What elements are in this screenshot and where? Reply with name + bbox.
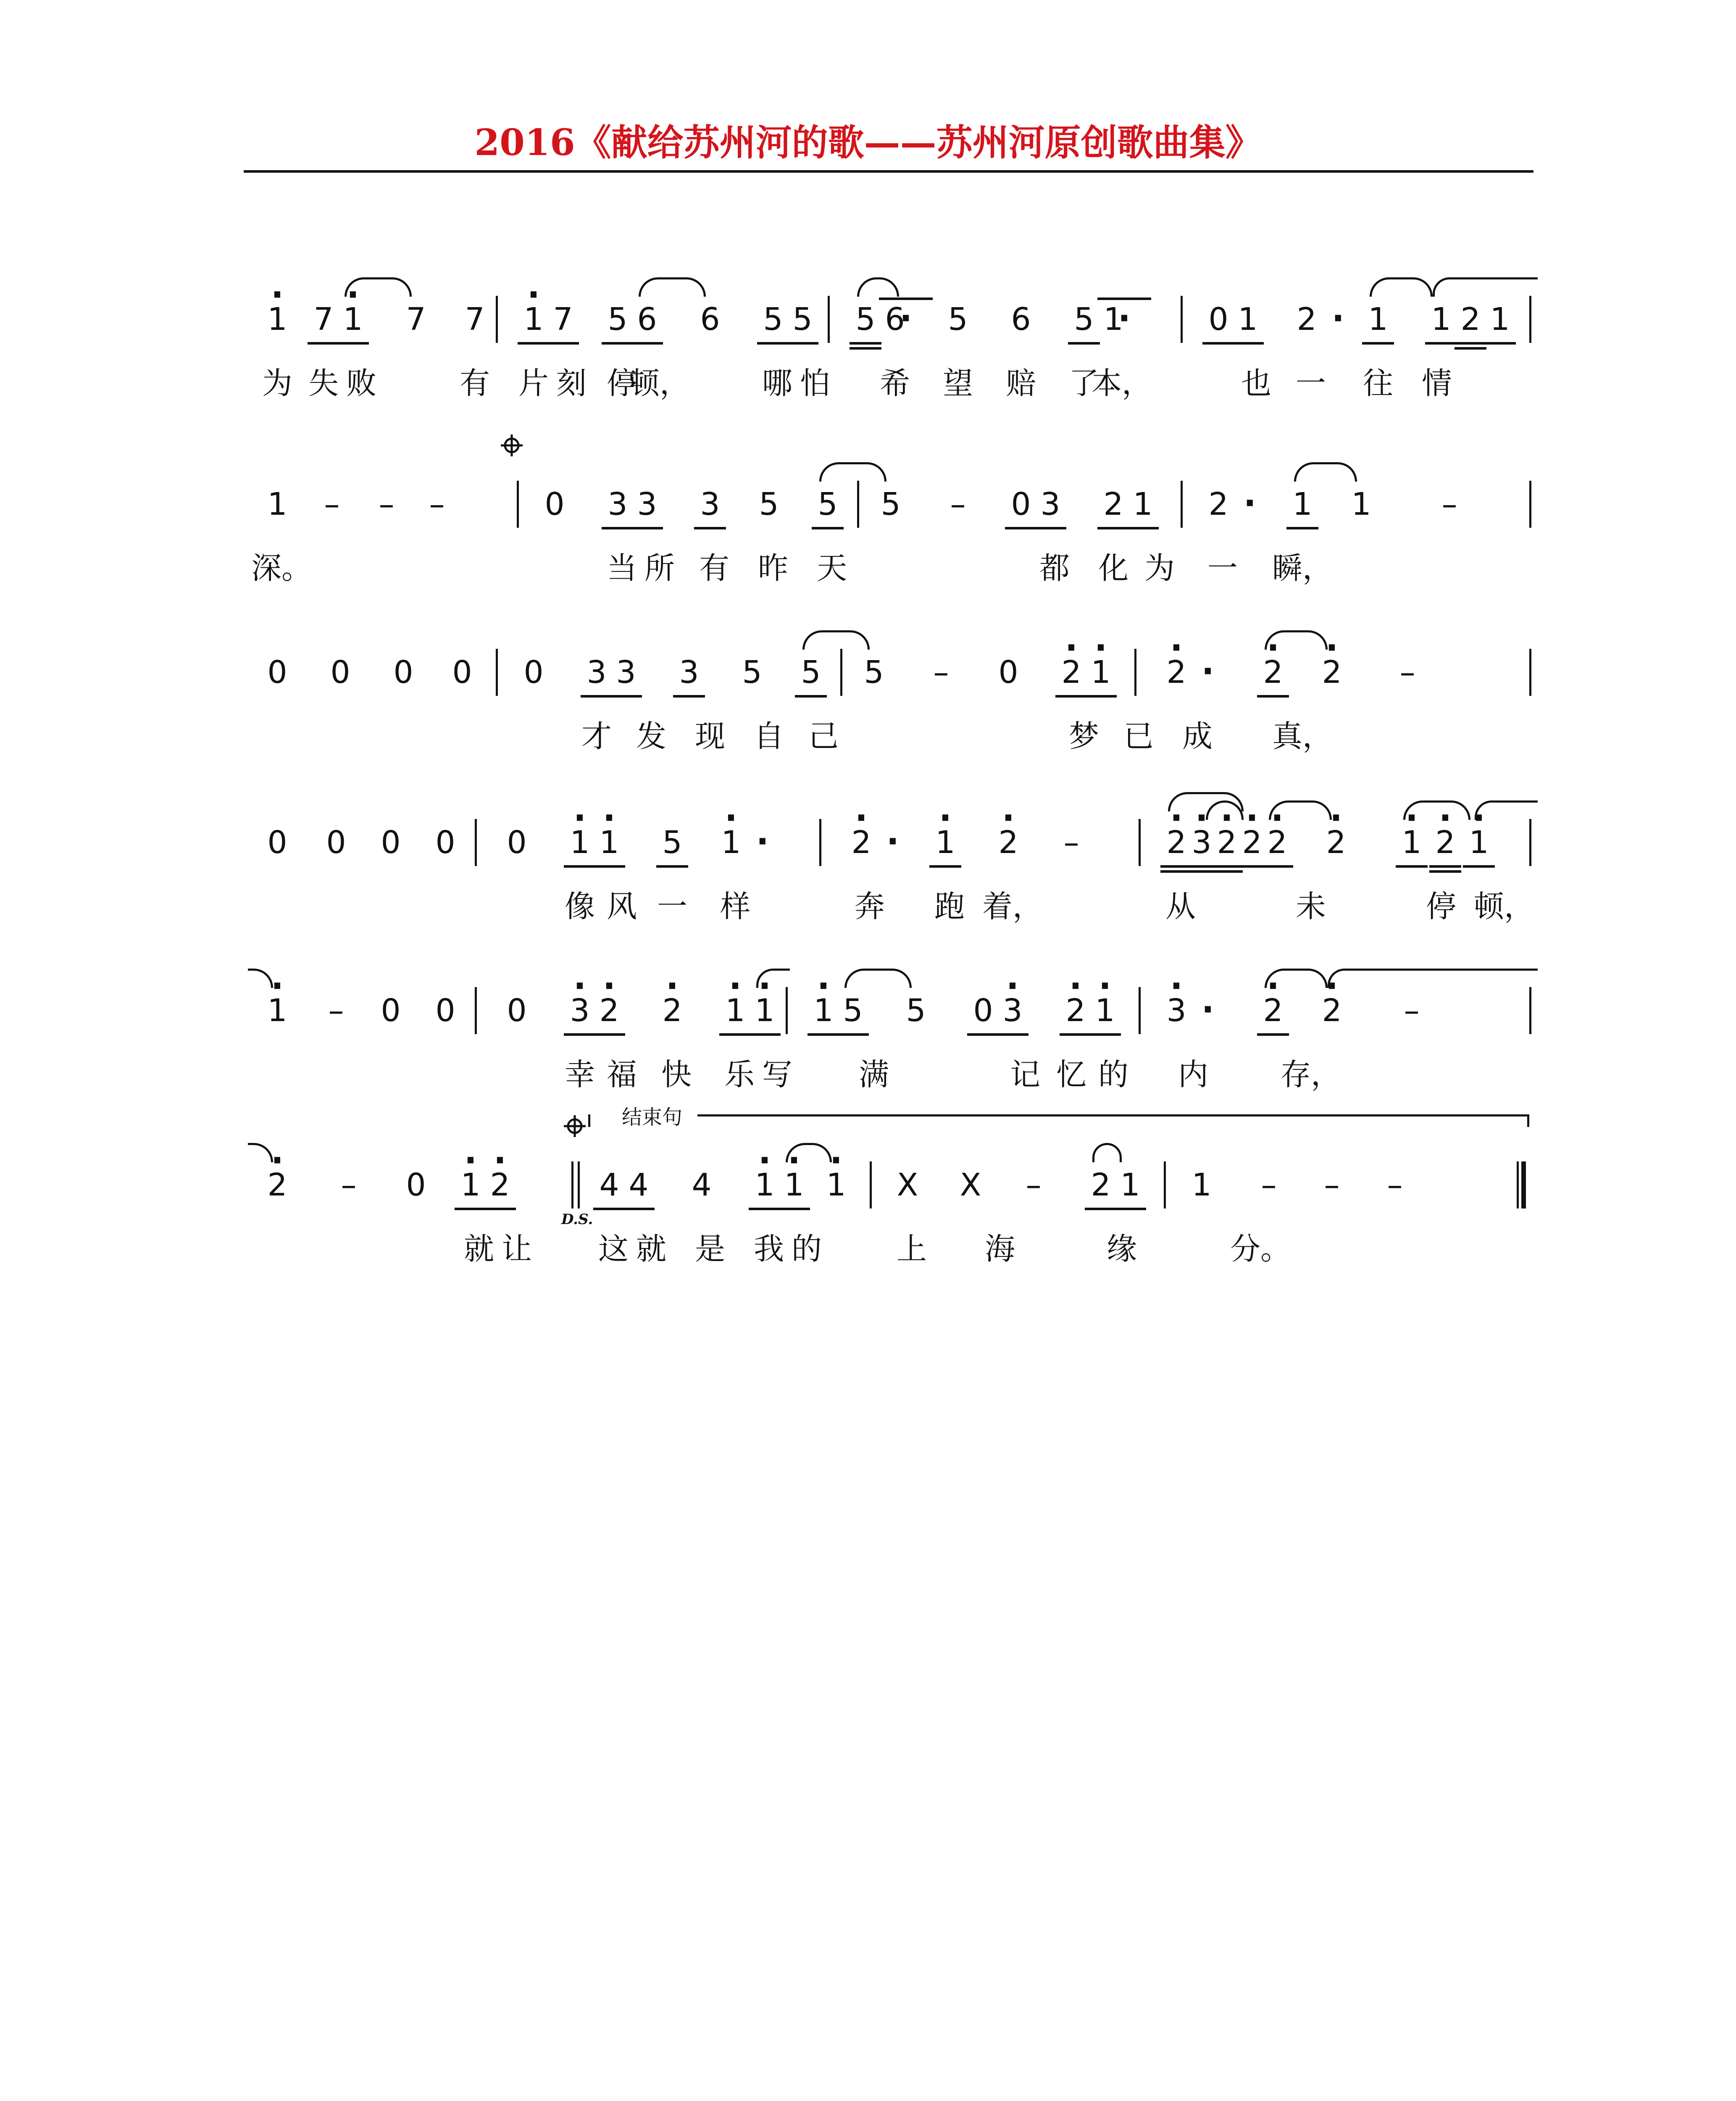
note: – bbox=[1387, 1167, 1403, 1203]
note: 1 bbox=[1353, 298, 1403, 340]
lyric: 上 bbox=[896, 1231, 927, 1266]
note: 4 bbox=[584, 1164, 634, 1206]
note: 5 bbox=[647, 821, 697, 864]
note: 3 bbox=[1025, 483, 1076, 525]
note: · 1 bbox=[508, 298, 559, 340]
lyric: 天 bbox=[816, 550, 847, 586]
barline bbox=[1164, 1161, 1166, 1208]
lyrics-row bbox=[252, 362, 1538, 404]
slur bbox=[1092, 1143, 1122, 1162]
note: · 2 bbox=[1050, 990, 1101, 1032]
note: 2 · bbox=[1193, 483, 1244, 525]
slur bbox=[1265, 969, 1328, 988]
note: – bbox=[1063, 824, 1079, 861]
note: 0 bbox=[381, 993, 401, 1029]
note: · 2 bbox=[584, 990, 634, 1032]
note: X bbox=[897, 1167, 918, 1203]
note: · 2 bbox=[475, 1164, 525, 1206]
note: 0 bbox=[507, 824, 527, 861]
note: 6 bbox=[622, 298, 672, 340]
ds-mark: D.S. bbox=[561, 1211, 593, 1228]
barline bbox=[496, 296, 498, 343]
barline bbox=[1529, 649, 1531, 696]
lyric: 瞬， bbox=[1272, 550, 1333, 586]
note: · 1 bbox=[252, 298, 302, 340]
note: 5 bbox=[759, 486, 779, 522]
slur bbox=[857, 277, 899, 297]
lyric: 怕 bbox=[800, 366, 830, 401]
note: – bbox=[1441, 486, 1457, 522]
lyric: 已 bbox=[1123, 719, 1154, 754]
note: · 1 bbox=[798, 990, 849, 1032]
note: 5 bbox=[786, 651, 836, 693]
note: 6 bbox=[700, 301, 720, 337]
note: · 3 bbox=[987, 990, 1038, 1032]
lyric: 败 bbox=[346, 366, 376, 401]
note: 0 bbox=[381, 824, 401, 861]
lyric: 了 bbox=[1068, 366, 1099, 401]
lyric: 顿， bbox=[1473, 889, 1534, 924]
note: 5 bbox=[802, 483, 853, 525]
barline bbox=[1181, 481, 1183, 528]
note: 5 bbox=[906, 993, 926, 1029]
note: 0 bbox=[435, 824, 455, 861]
lyric: 着， bbox=[982, 889, 1043, 924]
note: 5 bbox=[948, 301, 968, 337]
note: 2 · bbox=[1281, 298, 1332, 340]
lyrics-row bbox=[252, 1053, 1538, 1095]
note: 5 bbox=[748, 298, 798, 340]
slur bbox=[819, 462, 865, 482]
barline bbox=[1139, 819, 1141, 866]
lyric: 像 bbox=[564, 889, 595, 924]
lyric: 停 bbox=[606, 366, 637, 401]
note: 5 bbox=[592, 298, 643, 340]
note: · 2 bbox=[1151, 821, 1202, 864]
barline bbox=[1134, 649, 1136, 696]
note: · 2 bbox=[1420, 821, 1470, 864]
note: 5 bbox=[1059, 298, 1109, 340]
notes-row bbox=[252, 821, 1538, 872]
barline bbox=[828, 296, 830, 343]
lyric: 的 bbox=[1098, 1057, 1128, 1092]
lyric: 情 bbox=[1421, 366, 1452, 401]
lyric: 有 bbox=[459, 366, 490, 401]
slur bbox=[639, 277, 706, 297]
note: 2 bbox=[1088, 483, 1139, 525]
note: 0 bbox=[523, 654, 544, 690]
note: · 2 · bbox=[836, 821, 886, 864]
lyric: 梦 bbox=[1068, 719, 1099, 754]
note: 0 bbox=[267, 824, 287, 861]
note: · 2 bbox=[1248, 990, 1298, 1032]
note: 0 bbox=[393, 654, 413, 690]
note: – bbox=[429, 486, 445, 522]
lyric: 缘 bbox=[1106, 1231, 1137, 1266]
slur bbox=[1475, 800, 1538, 820]
barline bbox=[786, 987, 788, 1034]
lyric: 分。 bbox=[1230, 1231, 1291, 1266]
note: 7 bbox=[538, 298, 588, 340]
slur bbox=[345, 277, 412, 297]
coda-bracket bbox=[588, 1114, 590, 1127]
lyric: 奔 bbox=[854, 889, 885, 924]
note: – bbox=[1324, 1167, 1340, 1203]
note: 5 bbox=[828, 990, 878, 1032]
note: 7 bbox=[465, 301, 485, 337]
barline bbox=[1529, 481, 1531, 528]
slur bbox=[1403, 800, 1470, 820]
lyric: 就 bbox=[636, 1231, 666, 1266]
barline bbox=[1529, 819, 1531, 866]
note: 0 bbox=[996, 483, 1046, 525]
lyric: 成 bbox=[1182, 719, 1213, 754]
notes-row bbox=[252, 1106, 1538, 1228]
note: 5 bbox=[742, 654, 762, 690]
lyric: 存， bbox=[1280, 1057, 1341, 1092]
lyric: 样 bbox=[720, 889, 750, 924]
note: · 2 · bbox=[1151, 651, 1202, 693]
note: · 2 bbox=[1248, 651, 1298, 693]
lyric: 昨 bbox=[758, 550, 788, 586]
lyric: 内 bbox=[1178, 1057, 1208, 1092]
segno-icon bbox=[563, 1114, 587, 1138]
note: 3 bbox=[685, 483, 735, 525]
lyric: 往 bbox=[1362, 366, 1393, 401]
lyric: 风 bbox=[606, 889, 637, 924]
note: · 2 bbox=[1202, 821, 1252, 864]
lyric: 一 bbox=[1207, 550, 1238, 586]
note: · 1 bbox=[328, 298, 378, 340]
barline bbox=[840, 649, 842, 696]
notes-row bbox=[252, 990, 1538, 1040]
note: 0 bbox=[1193, 298, 1244, 340]
note: · 2 bbox=[1311, 821, 1361, 864]
barline bbox=[857, 481, 859, 528]
lyric: 化 bbox=[1098, 550, 1128, 586]
lyric: 为 bbox=[262, 366, 292, 401]
lyric: 为 bbox=[1144, 550, 1175, 586]
slur bbox=[1265, 630, 1328, 650]
note: – bbox=[1026, 1167, 1042, 1203]
note: 1 bbox=[1475, 298, 1525, 340]
note: 3 bbox=[571, 651, 622, 693]
lyric: 希 bbox=[879, 366, 910, 401]
note: · 1 bbox=[739, 990, 790, 1032]
lyric: 这 bbox=[598, 1231, 629, 1266]
lyric: 都 bbox=[1039, 550, 1070, 586]
header-rule bbox=[244, 170, 1533, 173]
page-title: 2016《献给苏州河的歌——苏州河原创歌曲集》 bbox=[474, 121, 1262, 164]
note: 6 · bbox=[870, 298, 920, 340]
note: 0 bbox=[330, 654, 350, 690]
slur bbox=[1328, 969, 1538, 988]
note: · 2 bbox=[1307, 651, 1357, 693]
lyric: 深。 bbox=[251, 550, 312, 586]
barline bbox=[819, 819, 821, 866]
lyric: 幸 bbox=[564, 1057, 595, 1092]
lyric: 才 bbox=[581, 719, 612, 754]
lyric: 跑 bbox=[934, 889, 965, 924]
slur bbox=[1433, 277, 1538, 297]
note: 7 bbox=[406, 301, 426, 337]
note: 1 bbox=[1223, 298, 1273, 340]
lyric: 己 bbox=[808, 719, 839, 754]
note: · 1 bbox=[445, 1164, 496, 1206]
lyric: 真， bbox=[1272, 719, 1333, 754]
final-barline bbox=[1517, 1161, 1526, 1208]
note: · 1 bbox=[1454, 821, 1504, 864]
note: – bbox=[328, 993, 344, 1029]
note: – bbox=[379, 486, 395, 522]
lyric: 的 bbox=[791, 1231, 822, 1266]
barline bbox=[1529, 296, 1531, 343]
note: · 1 bbox=[555, 821, 605, 864]
note: · 2 bbox=[1252, 821, 1302, 864]
note: 1 bbox=[1277, 483, 1328, 525]
note: 5 bbox=[777, 298, 828, 340]
lyric: 失 bbox=[308, 366, 339, 401]
note: 0 bbox=[406, 1167, 426, 1203]
note: · 1 bbox=[739, 1164, 790, 1206]
lyric: 是 bbox=[694, 1231, 725, 1266]
note: 0 bbox=[452, 654, 472, 690]
note: – bbox=[1404, 993, 1420, 1029]
note: · 1 bbox=[584, 821, 634, 864]
note: 3 bbox=[592, 483, 643, 525]
lyric: 发 bbox=[636, 719, 666, 754]
lyric: 刻 bbox=[556, 366, 587, 401]
lyric: 写 bbox=[762, 1057, 792, 1092]
notes-row bbox=[252, 651, 1538, 702]
note: X bbox=[960, 1167, 981, 1203]
note: · 2 bbox=[1307, 990, 1357, 1032]
lyric: 赔 bbox=[1005, 366, 1036, 401]
lyric: 现 bbox=[694, 719, 725, 754]
double-barline bbox=[571, 1161, 580, 1208]
lyrics-row bbox=[252, 715, 1538, 757]
lyric: 记 bbox=[1010, 1057, 1040, 1092]
lyric: 所 bbox=[644, 550, 675, 586]
note: 4 bbox=[692, 1167, 712, 1203]
lyrics-row bbox=[252, 1228, 1538, 1270]
note: · 1 · bbox=[706, 821, 756, 864]
note: 1 bbox=[1105, 1164, 1155, 1206]
barline bbox=[475, 819, 477, 866]
lyric: 自 bbox=[753, 719, 784, 754]
lyric: 从 bbox=[1165, 889, 1196, 924]
lyrics-row bbox=[252, 547, 1538, 589]
note: 1 bbox=[1416, 298, 1466, 340]
note: – bbox=[950, 486, 966, 522]
note: 0 bbox=[544, 486, 565, 522]
slur bbox=[1294, 462, 1357, 482]
lyric: 本， bbox=[1091, 366, 1152, 401]
slur bbox=[844, 969, 912, 988]
slur bbox=[802, 630, 849, 650]
lyric: 片 bbox=[518, 366, 549, 401]
note: 3 bbox=[601, 651, 651, 693]
lyric: 快 bbox=[661, 1057, 692, 1092]
note: 5 bbox=[864, 654, 884, 690]
note: · 2 bbox=[1046, 651, 1097, 693]
note: – bbox=[933, 654, 949, 690]
barline bbox=[1529, 987, 1531, 1034]
lyric: 我 bbox=[753, 1231, 784, 1266]
lyric: 望 bbox=[942, 366, 973, 401]
slur bbox=[861, 462, 886, 482]
segno-icon bbox=[500, 434, 523, 457]
note: · 1 bbox=[1076, 651, 1126, 693]
coda-bracket-line bbox=[697, 1114, 1529, 1127]
note: · 1 bbox=[710, 990, 760, 1032]
lyric: 未 bbox=[1295, 889, 1326, 924]
lyric: 海 bbox=[984, 1231, 1015, 1266]
note: · 1 bbox=[769, 1164, 819, 1206]
lyric: 福 bbox=[606, 1057, 637, 1092]
note: – bbox=[1399, 654, 1415, 690]
note: · 1 bbox=[1080, 990, 1130, 1032]
lyric: 停 bbox=[1426, 889, 1456, 924]
note: · 1 bbox=[252, 990, 302, 1032]
note: · 2 bbox=[1227, 821, 1277, 864]
note: – bbox=[1261, 1167, 1277, 1203]
note: · 3 bbox=[1176, 821, 1227, 864]
slur bbox=[1370, 277, 1433, 297]
lyric: 让 bbox=[501, 1231, 532, 1266]
slur bbox=[844, 630, 870, 650]
lyrics-row bbox=[252, 885, 1538, 927]
note: 0 bbox=[267, 654, 287, 690]
lyric: 就 bbox=[463, 1231, 494, 1266]
note: 3 bbox=[664, 651, 714, 693]
note: 0 bbox=[326, 824, 346, 861]
note: · 2 bbox=[647, 990, 697, 1032]
barline bbox=[517, 481, 519, 528]
lyric: 也 bbox=[1241, 366, 1271, 401]
lyric: 乐 bbox=[724, 1057, 755, 1092]
note: · 1 bbox=[920, 821, 971, 864]
lyric: 顿， bbox=[629, 366, 690, 401]
note: 1 · bbox=[1088, 298, 1139, 340]
lyric: 一 bbox=[657, 889, 687, 924]
barline bbox=[1181, 296, 1183, 343]
note: · 1 bbox=[811, 1164, 861, 1206]
barline bbox=[1139, 987, 1141, 1034]
note: 3 bbox=[622, 483, 672, 525]
barline bbox=[475, 987, 477, 1034]
lyric: 满 bbox=[858, 1057, 889, 1092]
note: 6 bbox=[1011, 301, 1031, 337]
lyric: 忆 bbox=[1056, 1057, 1086, 1092]
note: 4 bbox=[613, 1164, 664, 1206]
note: · 2 bbox=[252, 1164, 302, 1206]
lyric: 哪 bbox=[762, 366, 792, 401]
note: 7 bbox=[298, 298, 349, 340]
lyric: 当 bbox=[606, 550, 637, 586]
note: 5 bbox=[840, 298, 891, 340]
note: 0 bbox=[958, 990, 1008, 1032]
note: 0 bbox=[435, 993, 455, 1029]
barline bbox=[496, 649, 498, 696]
note: · 3 · bbox=[1151, 990, 1202, 1032]
note: – bbox=[341, 1167, 357, 1203]
note: 5 bbox=[881, 486, 901, 522]
notes-row bbox=[252, 298, 1538, 349]
notes-row bbox=[252, 483, 1538, 534]
note: · 3 bbox=[555, 990, 605, 1032]
barline bbox=[870, 1161, 872, 1208]
note: 0 bbox=[507, 993, 527, 1029]
note: 2 bbox=[1076, 1164, 1126, 1206]
lyric: 有 bbox=[699, 550, 729, 586]
note: 0 bbox=[998, 654, 1018, 690]
note: 1 bbox=[1351, 486, 1371, 522]
note: 1 bbox=[1118, 483, 1168, 525]
note: · 1 bbox=[1386, 821, 1437, 864]
slur bbox=[1269, 800, 1332, 820]
note: 2 bbox=[1445, 298, 1496, 340]
note: 1 bbox=[1192, 1167, 1212, 1203]
note: – bbox=[324, 486, 340, 522]
note: · 2 bbox=[983, 821, 1034, 864]
lyric: 一 bbox=[1295, 366, 1326, 401]
note: 1 bbox=[267, 486, 287, 522]
coda-label: 结束句 bbox=[622, 1106, 683, 1129]
